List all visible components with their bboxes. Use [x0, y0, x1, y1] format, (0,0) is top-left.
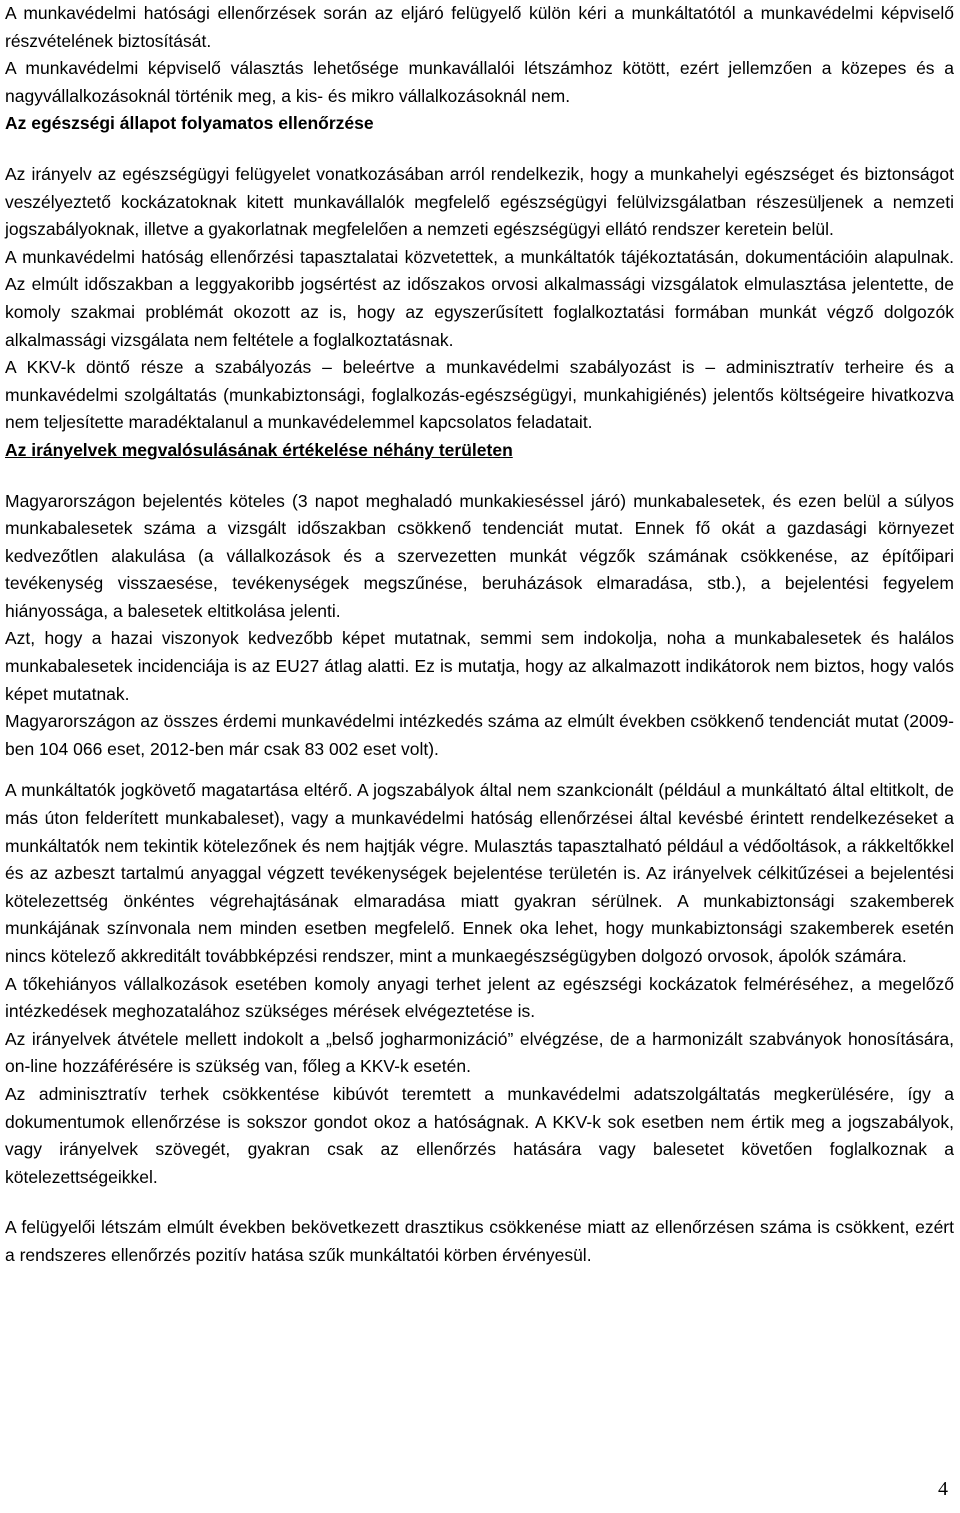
paragraph-employer-compliance: A munkáltatók jogkövető magatartása eltérő. A jogszabályok által nem szankcionált (például a munkáltató által eltitkolt, de más úton felderített munkabaleset), vagy a munkavédelmi hatóság ellenőrzései által kevésbé érintett rendelkezéseket a munkáltatók nem tekintik kötelezőnek és nem hajtják végre. Mulasztás tapasztalható például a védőoltások, a rákkeltőkkel és az azbeszt tartalmú anyaggal végzett tevékenységek bejelentése területén is. Az irányelvek célkitűzései a bejelentési kötelezettség önkéntes végrehajtásának elmaradása miatt gyakran sérülnek. A munkabiztonsági szakemberek munkájának színvonala nem minden esetben megfelelő. Ennek oka lehet, hogy munkabiztonsági szakemberek esetén nincs kötelező akkreditált továbbképzési rendszer, mint a munkaegészségügyben dolgozó orvosok, ápolók számára.: [5, 780, 954, 966]
paragraph-sme-burdens: A KKV-k döntő része a szabályozás – beleértve a munkavédelmi szabályozást is – adminisztratív terheire és a munkavédelmi szolgáltatás (munkabiztonsági, foglalkozás-egészségügyi, munkahigiénés) jelentős költségeire hivatkozva nem teljesítette maradéktalanul a munkavédelemmel kapcsolatos feladatait.: [5, 357, 954, 433]
paragraph-indicators: Azt, hogy a hazai viszonyok kedvezőbb képet mutatnak, semmi sem indokolja, noha a munkabalesetek és halálos munkabalesetek incidenciája is az EU27 átlag alatti. Ez is mutatja, hogy az alkalmazott indikátorok nem biztos, hogy valós képet mutatnak.: [5, 628, 954, 704]
page-number: 4: [938, 1478, 948, 1500]
paragraph-administrative-burdens: Az adminisztratív terhek csökkentése kibúvót teremtett a munkavédelmi adatszolgáltatás megkerülésére, így a dokumentumok ellenőrzése is sokszor gondot okoz a hatóságnak. A KKV-k sok esetben nem értik meg a jogszabályok, vagy irányelvek szövegét, gyakran csak az ellenőrzés hatására vagy balesetet követően foglalkoznak a kötelezettségeikkel.: [5, 1083, 954, 1187]
document-page: [5, 0, 954, 1270]
paragraph-inspector-headcount: A felügyelői létszám elmúlt években bekövetkezett drasztikus csökkenése miatt az ellenőrzésen száma is csökkent, ezért a rendszeres ellenőrzés pozitív hatása szűk munkáltatói körben érvényesül.: [5, 1217, 954, 1265]
paragraph-measures-count: Magyarországon az összes érdemi munkavédelmi intézkedés száma az elmúlt években csökkenő tendenciát mutat (2009-ben 104 066 eset, 2012-ben már csak 83 002 eset volt).: [5, 711, 954, 759]
paragraph-representative-choice: A munkavédelmi képviselő választás lehetősége munkavállalói létszámhoz kötött, ezért jellemzően a közepes és a nagyvállalkozásoknál történik meg, a kis- és mikro vállalkozásoknál nem.: [5, 58, 954, 106]
section-heading-evaluation: Az irányelvek megvalósulásának értékelése néhány területen: [5, 439, 513, 460]
paragraph-capital-shortage: A tőkehiányos vállalkozások esetében komoly anyagi terhet jelent az egészségi kockázatok felméréséhez, a megelőző intézkedések meghozatalához szükséges mérések elvégeztetése is.: [5, 973, 954, 1022]
paragraph-authority-experience: A munkavédelmi hatóság ellenőrzési tapasztalatai közvetettek, a munkáltatók tájékoztatásán, dokumentációin alapulnak. Az elmúlt időszakban a leggyakoribb jogsértést az időszakos orvosi alkalmassági vizsgálatok elmulasztása jelentette, de komoly szakmai problémát okozott az is, hogy az egyszerűsített foglalkoztatási formában munkát végző dolgozók alkalmassági vizsgálata nem feltétele a foglalkoztatásnak.: [5, 246, 954, 350]
paragraph-harmonisation: Az irányelvek átvétele mellett indokolt a „belső jogharmonizáció” elvégzése, de a harmonizált szabványok honosítására, on-line hozzáférésére is szükség van, főleg a KKV-k esetén.: [5, 1028, 954, 1077]
paragraph-accident-statistics: Magyarországon bejelentés köteles (3 napot meghaladó munkakieséssel járó) munkabalesetek, és ezen belül a súlyos munkabalesetek száma a vizsgált időszakban csökkenő tendenciát mutat. Ennek fő okát a gazdasági környezet kedvezőtlen alakulása (a vállalkozások és a szervezetten munkát végzők számának csökkenése, az építőipari tevékenység visszaesése, tevékenységek megszűnése, beruházások elmaradása, stb.), a bejelentési fegyelem hiányossága, a balesetek eltitkolása jelenti.: [5, 490, 954, 621]
paragraph-capture: A munkavédelmi hatósági ellenőrzések során az eljáró felügyelő külön kéri a munkáltatótól a munkavédelmi képviselő részvételének biztosítását.: [5, 3, 954, 51]
paragraph-directive-health-supervision: Az irányelv az egészségügyi felügyelet vonatkozásában arról rendelkezik, hogy a munkahelyi egészséget és biztonságot veszélyeztető kockázatoknak kitett munkavállalók megfelelő egészségügyi felülvizsgálatban részesüljenek a nemzeti jogszabályoknak, illetve a gyakorlatnak megfelelően a nemzeti egészségügyi ellátó rendszer keretein belül.: [5, 163, 954, 240]
section-heading-health-monitoring: Az egészségi állapot folyamatos ellenőrzése: [5, 113, 374, 134]
